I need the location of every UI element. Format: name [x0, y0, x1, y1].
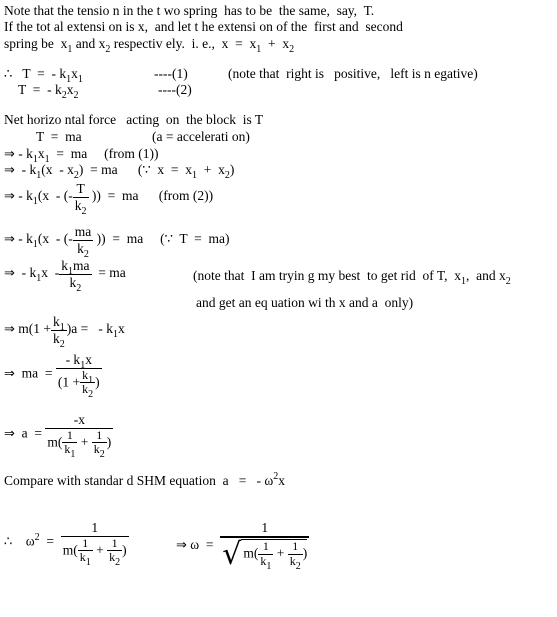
- net-force-line: Net horizo ntal force acting on the block is T: [4, 112, 264, 127]
- equation-1-tag: ----(1): [154, 66, 188, 81]
- fraction-omega-squared: 1 m( $\frac{1}{k_1}$ + $\frac{1}{k_2}$ ): [62, 520, 127, 569]
- step-1: ⇒ - $k_1x_1$ = ma (from (1)): [4, 146, 159, 165]
- final-omega: ⇒ ω = 1 √ m( $\frac{1}{k_1}$ + $\frac{1}{k_2}$ ): [176, 520, 308, 573]
- newton-second-law: T = ma: [36, 129, 82, 144]
- fraction-acceleration-mass: - $k_1x$ (1 + $\frac{k_1}{k_2}$ ): [57, 352, 100, 401]
- intro-line-1: Note that the tensio n in the t wo spring has to be the same, say, T.: [4, 3, 375, 18]
- step-3: ⇒ - $k_1(x$ - (- $\frac{T}{k_2}$ )) = ma (from (2)): [4, 181, 214, 217]
- fraction-acceleration: -x m( $\frac{1}{k_1}$ + $\frac{1}{k_2}$ ): [47, 412, 112, 461]
- final-omega-squared: ∴ $\omega^2$ = 1 m( $\frac{1}{k_1}$ + $\frac{1}{k_2}$ ): [4, 520, 127, 569]
- acceleration-note: (a = accelerati on): [152, 129, 250, 144]
- fraction-k1-over-k2: $\frac{k_1}{k_2}$: [53, 314, 65, 350]
- fraction-ma-over-k2: $\frac{ma}{k_2}$: [74, 224, 92, 260]
- step-6: ⇒ m(1 + $\frac{k_1}{k_2}$ )a = - $k_1x$: [4, 314, 125, 350]
- step-4: ⇒ - $k_1(x$ - (- $\frac{ma}{k_2}$ )) = ma (∵ T = ma): [4, 224, 230, 260]
- fraction-omega: 1 √ m( $\frac{1}{k_1}$ + $\frac{1}{k_2}$ ): [222, 520, 308, 573]
- equation-2-tag: ----(2): [158, 82, 192, 97]
- intro-line-3: spring be $x_1$ and $x_2$ respectiv ely. i. e., $x = x_1 + x_2$: [4, 36, 295, 55]
- sign-convention-note: (note that right is positive, left is n egative): [228, 66, 478, 81]
- equation-2: T = - $k_2x_2$: [18, 82, 79, 101]
- fraction-k1ma-over-k2: $\frac{k_1ma}{k_2}$: [61, 258, 90, 294]
- intro-line-2: If the tot al extensi on is x, and let t he extensi on of the first and second: [4, 19, 403, 34]
- strategy-note-line-2: and get an eq uation wi th x and a only): [196, 295, 414, 310]
- step-8: ⇒ a = -x m( $\frac{1}{k_1}$ + $\frac{1}{k_2}$ ): [4, 412, 112, 461]
- square-root-icon: √: [222, 536, 242, 572]
- fraction-T-over-k2: $\frac{T}{k_2}$: [74, 181, 87, 217]
- strategy-note-line-1: (note that I am tryin g my best to get rid of T, $x_1$, and $x_2$: [193, 268, 511, 287]
- step-2: ⇒ - $k_1(x - x_2)$ = ma (∵ $x = x_1 + x_2$): [4, 162, 235, 181]
- step-5: ⇒ - $k_1x$ - $\frac{k_1ma}{k_2}$ = ma: [4, 258, 126, 294]
- step-7: ⇒ ma = - $k_1x$ (1 + $\frac{k_1}{k_2}$ ): [4, 352, 100, 401]
- equation-1: ∴ T = - $k_1x_1$: [4, 66, 83, 85]
- compare-shm-line: Compare with standar d SHM equation a = - $\omega^2x$: [4, 471, 285, 488]
